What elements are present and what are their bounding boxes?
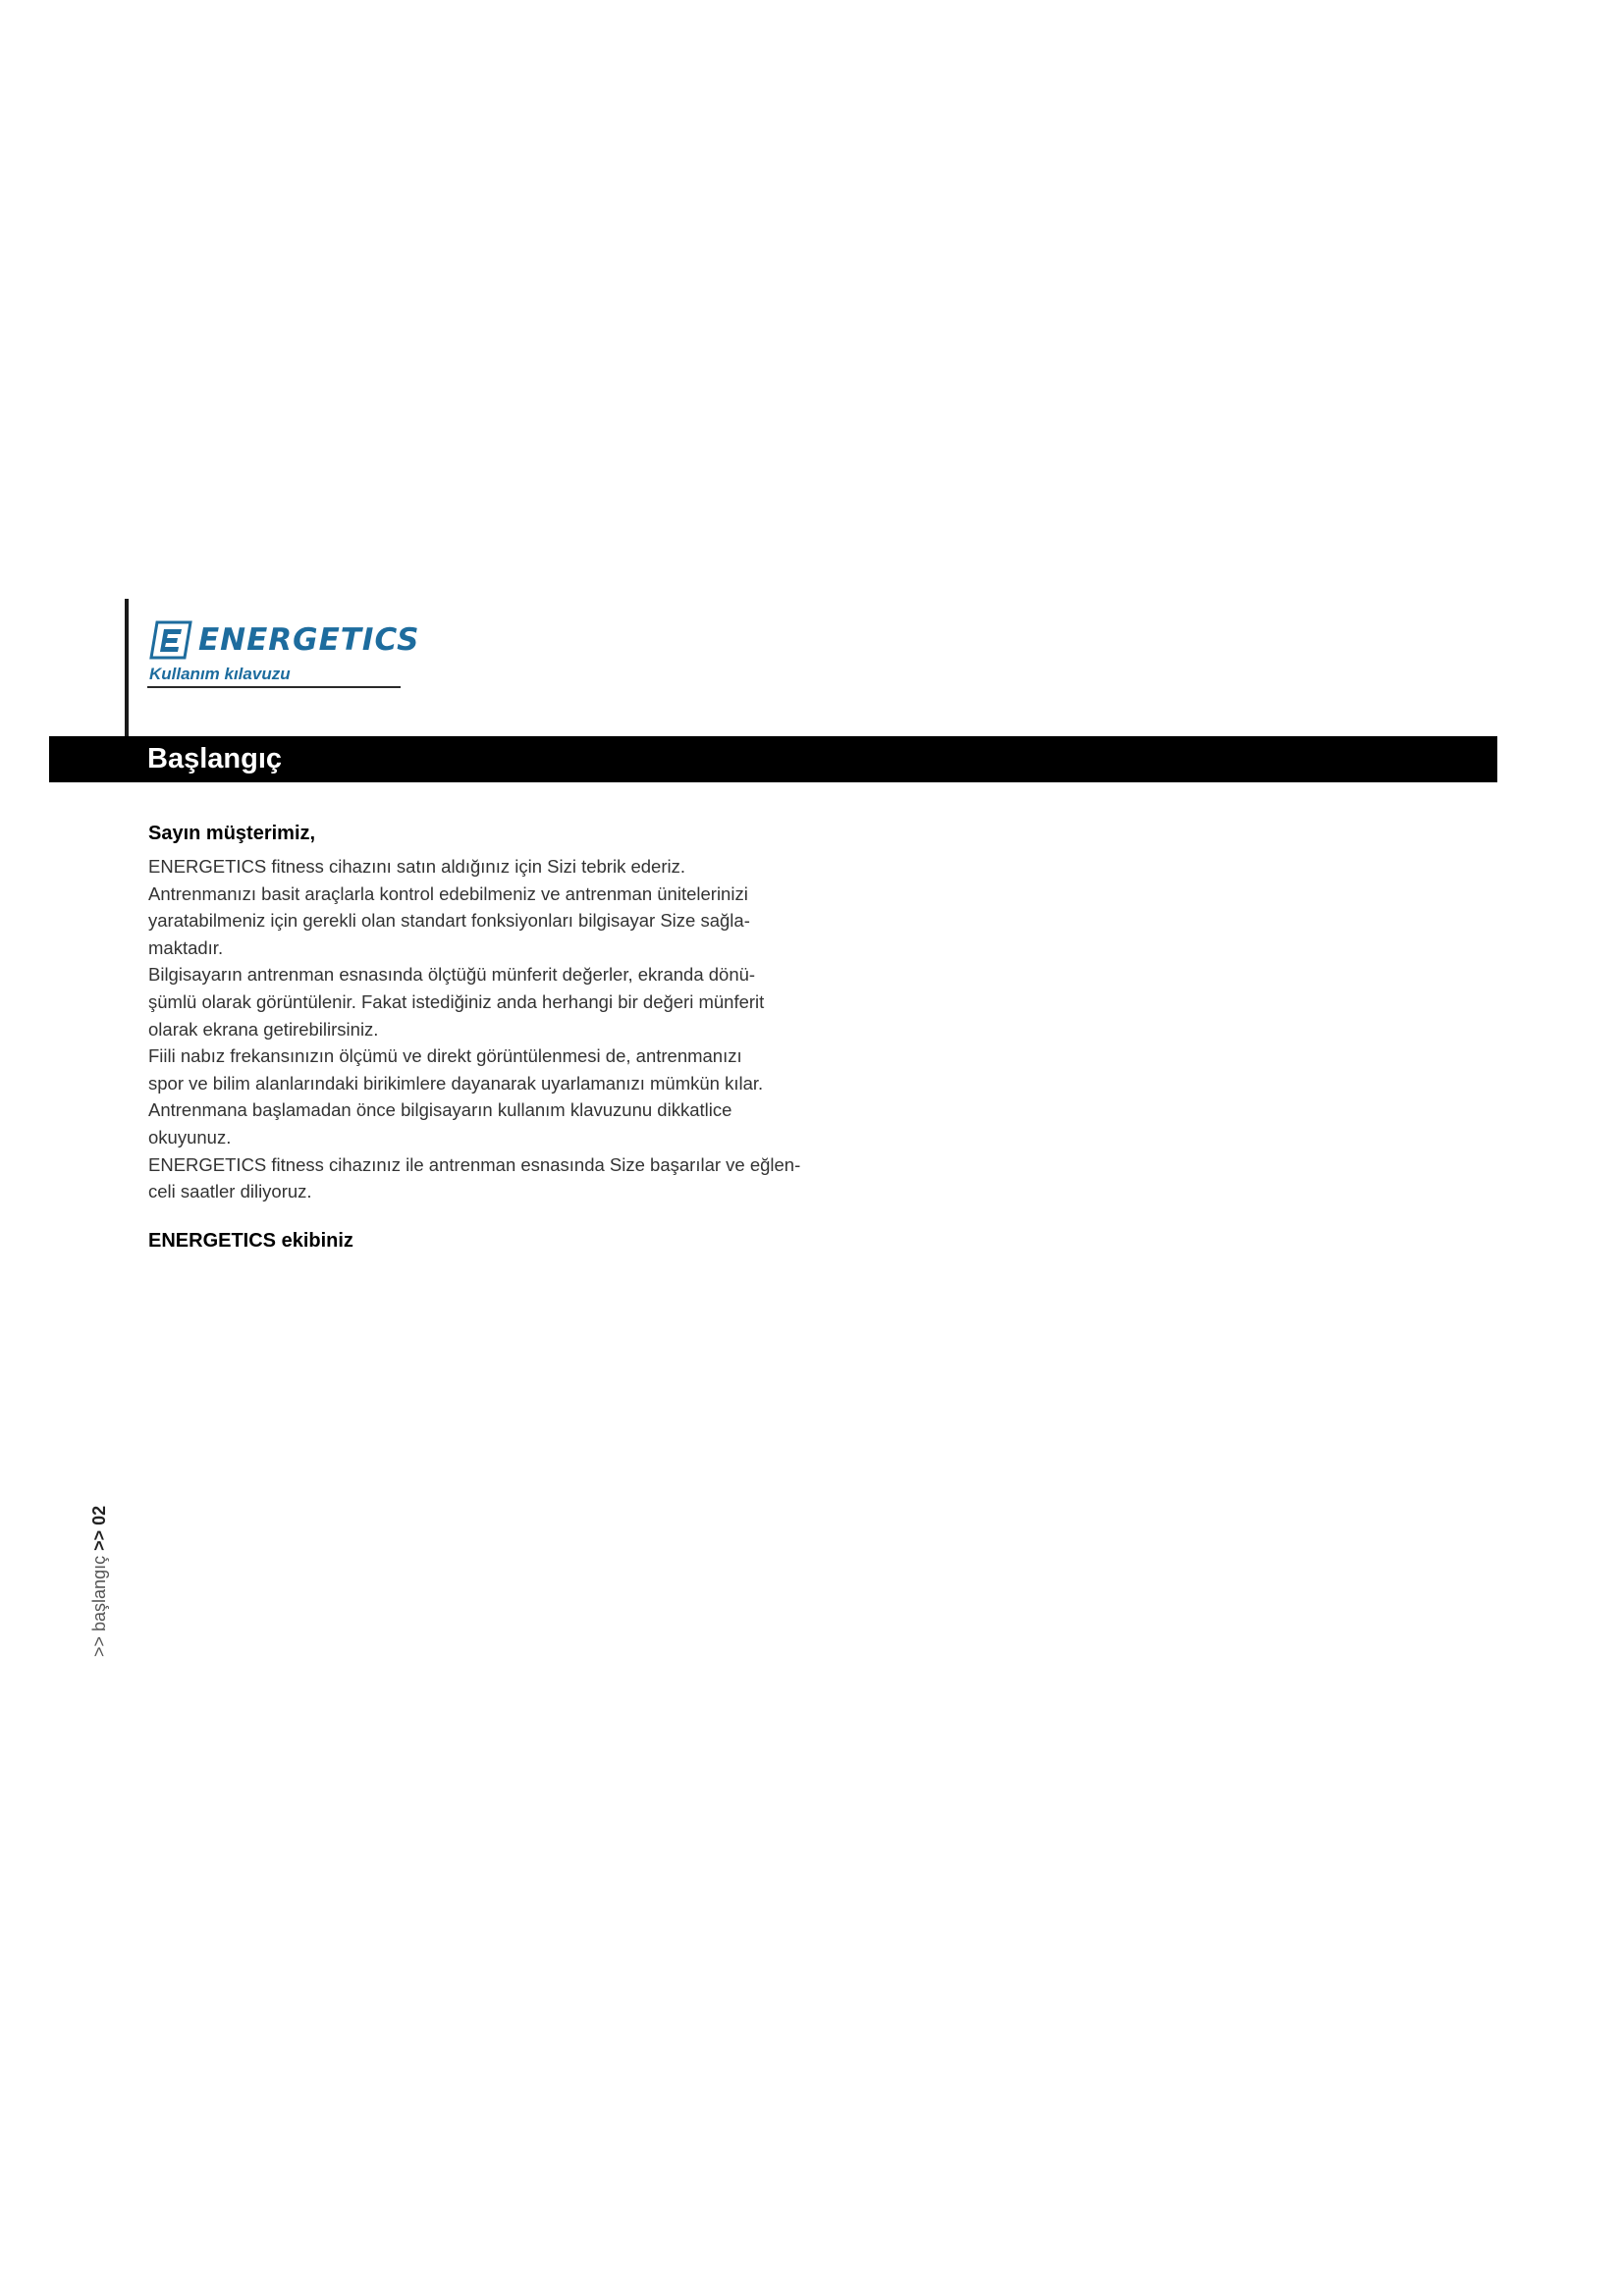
- text-line: okuyunuz.: [148, 1126, 232, 1148]
- subtitle-underline: [147, 686, 401, 688]
- header-vertical-bar: [125, 599, 129, 736]
- text-line: ENERGETICS fitness cihazınız ile antrenman esnasında Size başarılar ve eğlen-: [148, 1153, 801, 1175]
- text-line: celi saatler diliyoruz.: [148, 1181, 312, 1202]
- section-title: Başlangıç: [147, 743, 282, 774]
- text-line: maktadır.: [148, 936, 224, 958]
- text-line: Antrenmanızı basit araçlarla kontrol edebilmeniz ve antrenman ünitelerinizi: [148, 882, 748, 904]
- body-text: [148, 853, 816, 1205]
- energetics-logo: [147, 618, 420, 687]
- text-line: şümlü olarak görüntülenir. Fakat istediğiniz anda herhangi bir değeri münferit: [148, 990, 765, 1012]
- text-line: Antrenmana başlamadan önce bilgisayarın kullanım klavuzunu dikkatlice: [148, 1099, 732, 1121]
- text-line: olarak ekrana getirebilirsiniz.: [148, 1018, 379, 1040]
- text-line: Bilgisayarın antrenman esnasında ölçtüğü münferit değerler, ekranda dönü-: [148, 964, 756, 986]
- greeting: Sayın müşterimiz,: [148, 823, 316, 844]
- energetics-e-icon: [147, 620, 192, 660]
- manual-subtitle: Kullanım kılavuzu: [149, 665, 291, 683]
- text-line: spor ve bilim alanlarındaki birikimlere dayanarak uyarlamanızı mümkün kılar.: [148, 1072, 764, 1094]
- section-label: >> başlangıç: [89, 1555, 109, 1657]
- page-number: >> 02: [89, 1505, 109, 1551]
- text-line: yaratabilmeniz için gerekli olan standart fonksiyonları bilgisayar Size sağla-: [148, 910, 750, 932]
- signoff: ENERGETICS ekibiniz: [148, 1229, 353, 1252]
- main-content: [148, 820, 816, 1274]
- page-side-label: [88, 1506, 110, 1657]
- section-banner: [49, 736, 1497, 782]
- text-line: Fiili nabız frekansınızın ölçümü ve direkt görüntülenmesi de, antrenmanızı: [148, 1045, 742, 1067]
- text-line: ENERGETICS fitness cihazını satın aldığınız için Sizi tebrik ederiz.: [148, 856, 685, 877]
- brand-name: ENERGETICS: [198, 622, 420, 658]
